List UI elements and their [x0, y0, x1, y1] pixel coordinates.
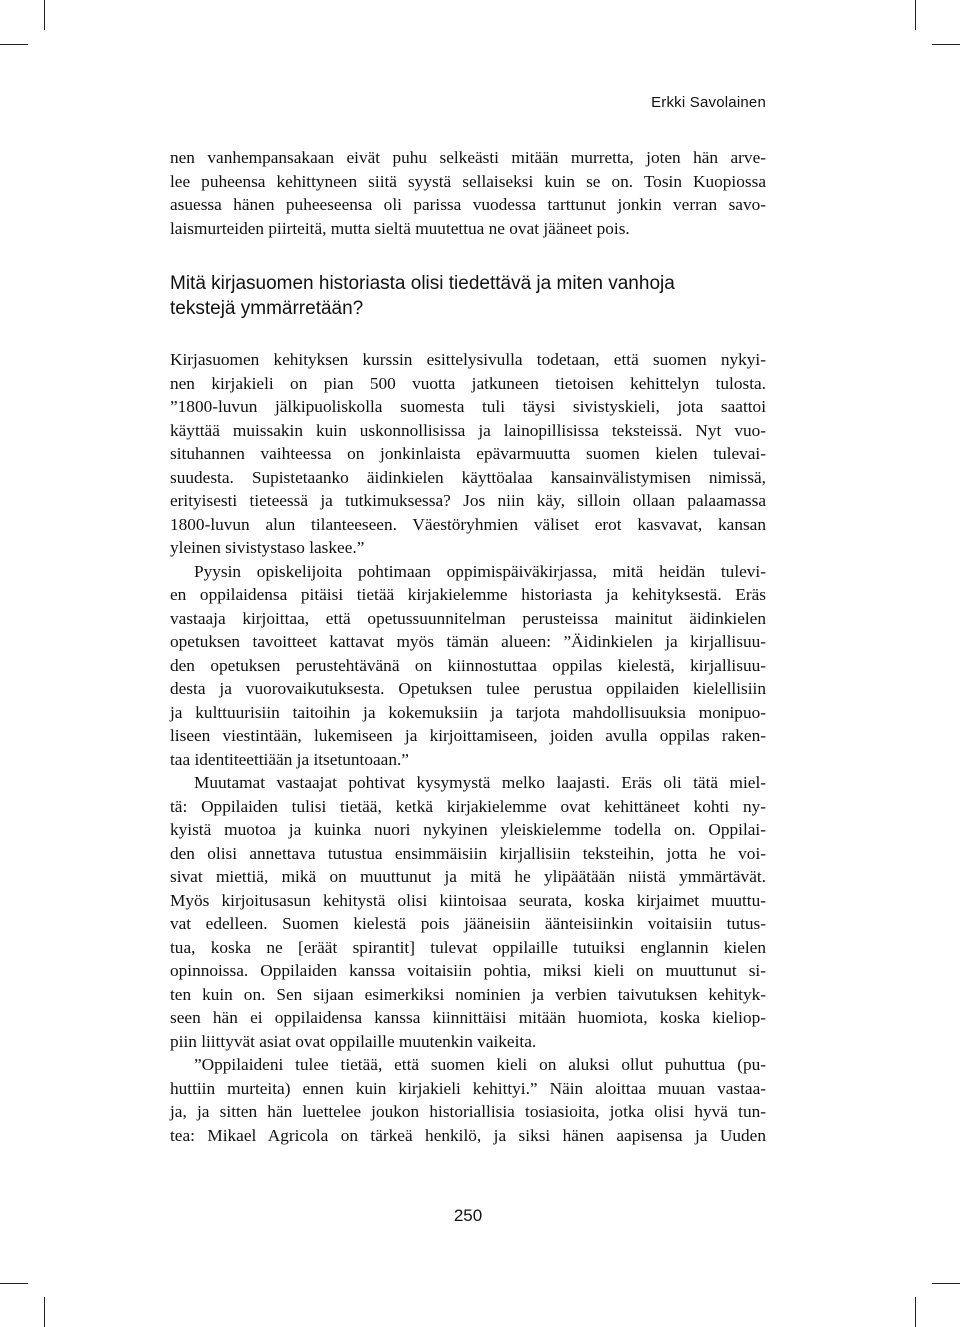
text-line: desta ja vuorovaikutuksesta. Opetuksen tulee perustua oppilaiden kielellisiin — [170, 679, 766, 698]
crop-mark — [932, 1283, 960, 1284]
heading-line: tekstejä ymmärretään? — [170, 298, 364, 319]
text-line: opetuksen tavoitteet kattavat myös tämän alueen: ”Äidinkielen ja kirjallisuu- — [170, 632, 766, 651]
text-line: piin liittyvät asiat ovat oppilaille muutenkin vaikeita. — [170, 1031, 537, 1051]
text-line: den olisi annettava tutustua ensimmäisiin kirjallisiin teksteihin, jotta he voi- — [170, 843, 766, 863]
text-line: tä: Oppilaiden tulisi tietää, ketkä kirjakielemme ovat kehittäneet kohti ny- — [170, 796, 766, 816]
text-line: Muutamat vastaajat pohtivat kysymystä melko laajasti. Eräs oli tätä miel- — [194, 773, 766, 792]
text-line: ten kuin on. Sen sijaan esimerkiksi nominien ja verbien taivutuksen kehityk- — [170, 984, 766, 1004]
text-line: sivat miettiä, mikä on muuttunut ja mitä he ylipäätään niistä ymmärtävät. — [170, 867, 766, 886]
running-head: Erkki Savolainen — [651, 94, 766, 111]
text-line: suudesta. Supistetaanko äidinkielen käyttöalaa kansainvälistymisen nimissä, — [170, 467, 766, 487]
crop-mark — [0, 1283, 28, 1284]
crop-mark — [915, 1297, 916, 1327]
text-line: nen vanhempansakaan eivät puhu selkeästi mitään murretta, joten hän arve- — [170, 148, 766, 167]
section-body — [170, 348, 766, 1147]
text-line: yleinen sivistystaso laskee.” — [170, 538, 365, 557]
text-line: ”Oppilaideni tulee tietää, että suomen kieli on aluksi ollut puhuttua (pu- — [194, 1055, 766, 1074]
text-line: Myös kirjoitusasun kehitystä olisi kiintoisaa seurata, koska kirjaimet muuttu- — [170, 890, 766, 910]
text-line: lee puheensa kehittyneen siitä syystä sellaiseksi kuin se on. Tosin Kuopiossa — [170, 171, 766, 191]
text-line: kyistä muotoa ja kuinka nuori nykyinen yleiskielemme todella on. Oppilai- — [170, 820, 766, 839]
text-line: ”1800-luvun jälkipuoliskolla suomesta tuli täysi sivistyskieli, jota saattoi — [170, 397, 766, 416]
text-line: en oppilaidensa pitäisi tietää kirjakielemme historiasta ja kehityksestä. Eräs — [170, 585, 766, 604]
section-heading — [170, 271, 770, 321]
text-line: tua, koska ne [eräät spirantit] tulevat oppilaille tutuiksi englannin kielen — [170, 937, 766, 957]
crop-mark — [932, 44, 960, 45]
text-line: 1800-luvun alun tilanteeseen. Väestöryhmien väliset erot kasvavat, kansan — [170, 514, 766, 534]
heading-line: Mitä kirjasuomen historiasta olisi tiedettävä ja miten vanhoja — [170, 273, 675, 294]
text-line: situhannen vaihteessa on jonkinlaista epävarmuutta suomen kielen tulevai- — [170, 444, 766, 463]
text-line: käyttää muissakin kuin uskonnollisissa ja lainopillisissa teksteissä. Nyt vuo- — [170, 420, 766, 440]
text-line: opinnoissa. Oppilaiden kanssa voitaisiin pohtia, miksi kieli on muuttunut si- — [170, 961, 766, 980]
text-line: ja, ja sitten hän luettelee joukon historiallisia tosiasioita, jotka olisi hyvä tun- — [170, 1102, 766, 1121]
page-number: 250 — [453, 1206, 483, 1225]
crop-mark — [915, 0, 916, 30]
text-line: ja kulttuurisiin taitoihin ja kokemuksiin ja tarjota mahdollisuuksia monipuo- — [170, 702, 766, 722]
intro-paragraph — [170, 146, 766, 240]
text-line: asuessa hänen puheeseensa oli parissa vuodessa tarttunut jonkin verran savo- — [170, 195, 766, 214]
text-line: vastaaja kirjoittaa, että opetussuunnitelman perusteissa mainitut äidinkielen — [170, 608, 766, 628]
text-line: den opetuksen perustehtävänä on kiinnostuttaa oppilas kielestä, kirjallisuu- — [170, 655, 766, 675]
crop-mark — [0, 44, 28, 45]
text-line: laismurteiden piirteitä, mutta sieltä muutettua ne ovat jääneet pois. — [170, 218, 630, 238]
text-line: Kirjasuomen kehityksen kurssin esittelysivulla todetaan, että suomen nykyi- — [170, 350, 766, 369]
text-line: vat edelleen. Suomen kielestä pois jääneisiin äänteisiinkin voitaisiin tutus- — [170, 914, 766, 933]
crop-mark — [44, 1297, 45, 1327]
text-line: Pyysin opiskelijoita pohtimaan oppimispäiväkirjassa, mitä heidän tulevi- — [194, 561, 766, 581]
text-line: taa identiteettiään ja itsetuntoaan.” — [170, 749, 409, 769]
text-line: erityisesti tieteessä ja tutkimuksessa? Jos niin käy, silloin ollaan palaamassa — [170, 491, 766, 510]
text-line: huttiin murteita) ennen kuin kirjakieli kehittyi.” Näin aloittaa muuan vastaa- — [170, 1078, 766, 1098]
text-line: seen hän ei oppilaidensa kanssa kiinnittäisi mitään huomiota, koska kieliop- — [170, 1008, 766, 1027]
text-line: nen kirjakieli on pian 500 vuotta jatkuneen tietoisen kehittelyn tulosta. — [170, 373, 766, 393]
crop-mark — [44, 0, 45, 30]
text-line: tea: Mikael Agricola on tärkeä henkilö, ja siksi hänen aapisensa ja Uuden — [170, 1125, 766, 1145]
text-line: liseen viestintään, lukemiseen ja kirjoittamiseen, joiden avulla oppilas raken- — [170, 726, 766, 745]
